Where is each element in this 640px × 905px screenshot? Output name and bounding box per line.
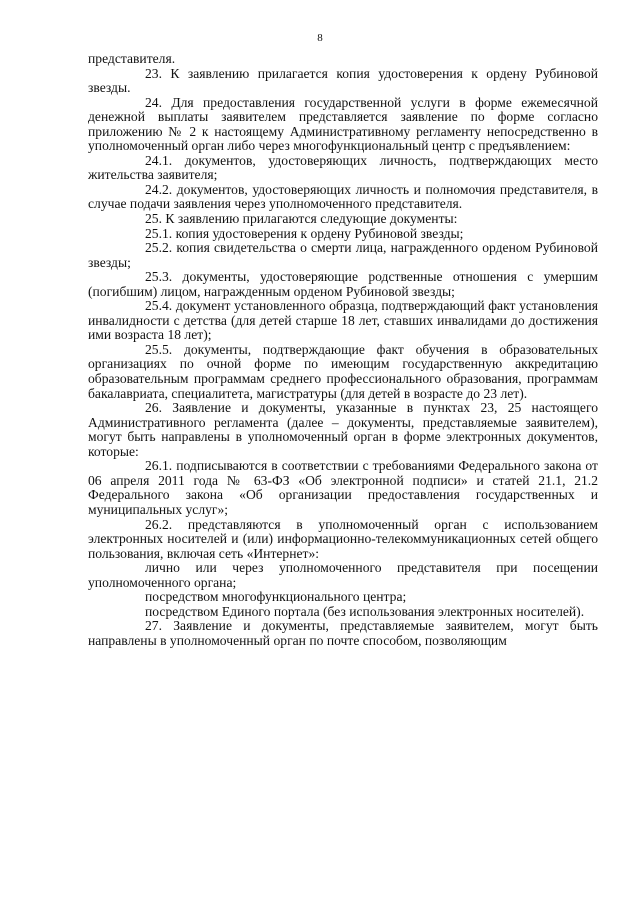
paragraph-25-5: 25.5. документы, подтверждающие факт обучения в образовательных организациях по очной форме по имеющим государственную аккредитацию образовательным программам среднего профессионального образования, программам бакалавриата, специалитета, магистратуры (для детей в возрасте до 23 лет).	[88, 341, 598, 401]
paragraph-26-1: 26.1. подписываются в соответствии с требованиями Федерального закона от 06 апреля 2011 года № 63-ФЗ «Об электронной подписи» и статей 21.1, 21.2 Федерального закона «Об организации предоставления государственных и муниципальных услуг»;	[88, 458, 598, 517]
paragraph-in-person: лично или через уполномоченного представителя при посещении уполномоченного органа;	[88, 560, 598, 590]
paragraph-24-1: 24.1. документов, удостоверяющих личность, подтверждающих место жительства заявителя;	[88, 152, 598, 183]
paragraph-24: 24. Для предоставления государственной услуги в форме ежемесячной денежной выплаты заявителем представляется заявление по форме согласно приложению № 2 к настоящему Административному регламенту непосредственно в уполномоченный орган либо через многофункциональный центр с предъявлением:	[88, 94, 598, 154]
paragraph-25-2: 25.2. копия свидетельства о смерти лица, награжденного орденом Рубиновой звезды;	[88, 240, 598, 270]
paragraph-23: 23. К заявлению прилагается копия удостоверения к ордену Рубиновой звезды.	[88, 65, 598, 96]
paragraph-26: 26. Заявление и документы, указанные в пунктах 23, 25 настоящего Административного регламента (далее – документы, представляемые заявителем), могут быть направлены в уполномоченный орган в форме электронных документов, которые:	[88, 400, 598, 459]
paragraph-25-3: 25.3. документы, удостоверяющие родственные отношения с умершим (погибшим) лицом, награжденным орденом Рубиновой звезды;	[88, 269, 598, 299]
page-number: 8	[317, 32, 323, 44]
document-body	[88, 52, 598, 648]
paragraph-25: 25. К заявлению прилагаются следующие документы:	[145, 211, 458, 227]
paragraph-25-4: 25.4. документ установленного образца, подтверждающий факт установления инвалидности с детства (для детей старше 18 лет, ставших инвалидами до достижения ими возраста 18 лет);	[88, 298, 598, 343]
paragraph-27: 27. Заявление и документы, представляемые заявителем, могут быть направлены в уполномоченный орган по почте способом, позволяющим	[88, 618, 598, 648]
paragraph-mfc: посредством многофункционального центра;	[145, 589, 407, 605]
paragraph-24-2: 24.2. документов, удостоверяющих личность и полномочия представителя, в случае подачи заявления через уполномоченного представителя.	[88, 181, 598, 212]
paragraph-26-2: 26.2. представляются в уполномоченный орган с использованием электронных носителей и (или) информационно-телекоммуникационных сетей общего пользования, включая сеть «Интернет»:	[88, 516, 598, 561]
paragraph-0: представителя.	[88, 51, 176, 66]
paragraph-portal: посредством Единого портала (без использования электронных носителей).	[145, 603, 585, 619]
paragraph-25-1: 25.1. копия удостоверения к ордену Рубиновой звезды;	[145, 225, 464, 241]
